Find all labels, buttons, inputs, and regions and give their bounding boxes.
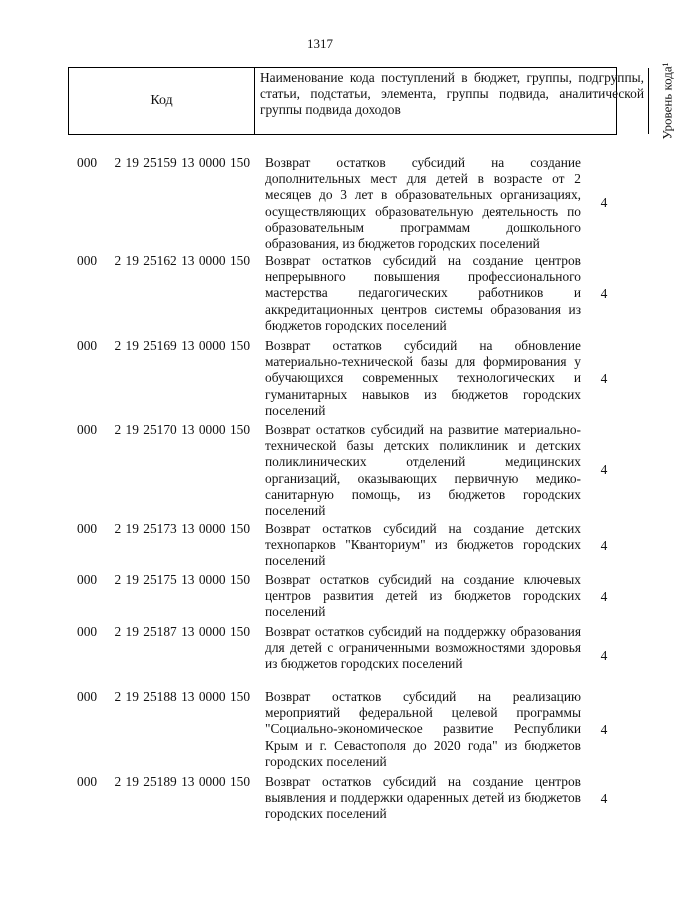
- row-budget-code: 2 19 25173 13 0000 150: [114, 521, 251, 536]
- table-row: [0, 338, 640, 420]
- row-code: [77, 338, 250, 354]
- row-admin: 000: [77, 338, 98, 353]
- row-level: 4: [600, 195, 608, 210]
- row-admin: 000: [77, 774, 98, 789]
- row-name: Возврат остатков субсидий на создание центров выявления и поддержки одаренных детей из бюджетов городских поселений: [265, 774, 581, 822]
- header-level-label: Уровень кода¹: [659, 62, 675, 140]
- row-admin: 000: [77, 689, 98, 704]
- row-name: Возврат остатков субсидий на создание детских технопарков "Кванториум" из бюджетов городских поселений: [265, 521, 581, 569]
- page-number: 1317: [307, 36, 333, 51]
- row-level: 4: [600, 722, 608, 737]
- row-admin: 000: [77, 155, 98, 170]
- row-name: Возврат остатков субсидий на создание дополнительных мест для детей в возрасте от 2 месяцев до 3 лет в образовательных организациях, осуществляющих образовательную деятельность по образовательным программам дошкольного образования, из бюджетов городских поселений: [265, 155, 581, 252]
- table-row: [0, 521, 640, 571]
- table-header: [68, 62, 675, 140]
- row-budget-code: 2 19 25187 13 0000 150: [114, 624, 251, 639]
- row-name: Возврат остатков субсидий на реализацию мероприятий федеральной целевой программы "Социально-экономическое развитие Республики Крым и г. Севастополя до 2020 года" из бюджетов городских поселений: [265, 689, 581, 769]
- row-code: [77, 572, 250, 588]
- row-name: Возврат остатков субсидий на создание ключевых центров развития детей из бюджетов городских поселений: [265, 572, 581, 620]
- table-row: [0, 689, 640, 771]
- row-budget-code: 2 19 25170 13 0000 150: [114, 422, 251, 437]
- row-name: Возврат остатков субсидий на обновление материально-технической базы для формирования у обучающихся современных технологических и гуманитарных навыков из бюджетов городских поселений: [265, 338, 581, 418]
- header-level: [649, 62, 685, 140]
- row-level: 4: [600, 648, 608, 663]
- row-admin: 000: [77, 572, 98, 587]
- row-budget-code: 2 19 25169 13 0000 150: [114, 338, 251, 353]
- row-code: [77, 253, 250, 269]
- row-budget-code: 2 19 25175 13 0000 150: [114, 572, 251, 587]
- row-budget-code: 2 19 25188 13 0000 150: [114, 689, 251, 704]
- row-admin: 000: [77, 422, 98, 437]
- row-code: [77, 689, 250, 705]
- row-level: 4: [600, 538, 608, 553]
- table-row: [0, 422, 640, 519]
- table-row: [0, 572, 640, 622]
- row-name: Возврат остатков субсидий на создание центров непрерывного повышения профессионального мастерства педагогических работников и аккредитационных центров системы образования из бюджетов городских поселений: [265, 253, 581, 333]
- header-name: Наименование кода поступлений в бюджет, группы, подгруппы, статьи, подстатьи, элемента, группы подвида, аналитической группы подвида доходов: [254, 68, 649, 134]
- row-admin: 000: [77, 253, 98, 268]
- row-code: [77, 422, 250, 438]
- row-code: [77, 774, 250, 790]
- row-budget-code: 2 19 25162 13 0000 150: [114, 253, 251, 268]
- row-level: 4: [600, 589, 608, 604]
- table-row: [0, 155, 640, 252]
- row-level: 4: [600, 371, 608, 386]
- row-code: [77, 155, 250, 171]
- row-admin: 000: [77, 521, 98, 536]
- row-code: [77, 521, 250, 537]
- row-code: [77, 624, 250, 640]
- row-level: 4: [600, 462, 608, 477]
- table-row: [0, 253, 640, 335]
- table-row: [0, 624, 640, 690]
- table-row: [0, 774, 640, 824]
- row-budget-code: 2 19 25189 13 0000 150: [114, 774, 251, 789]
- header-code: Код: [69, 68, 255, 134]
- row-admin: 000: [77, 624, 98, 639]
- row-name: Возврат остатков субсидий на поддержку образования для детей с ограниченными возможностями здоровья из бюджетов городских поселений: [265, 624, 581, 672]
- row-budget-code: 2 19 25159 13 0000 150: [114, 155, 251, 170]
- row-level: 4: [600, 791, 608, 806]
- row-name: Возврат остатков субсидий на развитие материально-технической базы детских поликлиник и детских поликлинических отделений медицинских организаций, оказывающих первичную медико-санитарную помощь, из бюджетов городских поселений: [265, 422, 581, 519]
- row-level: 4: [600, 286, 608, 301]
